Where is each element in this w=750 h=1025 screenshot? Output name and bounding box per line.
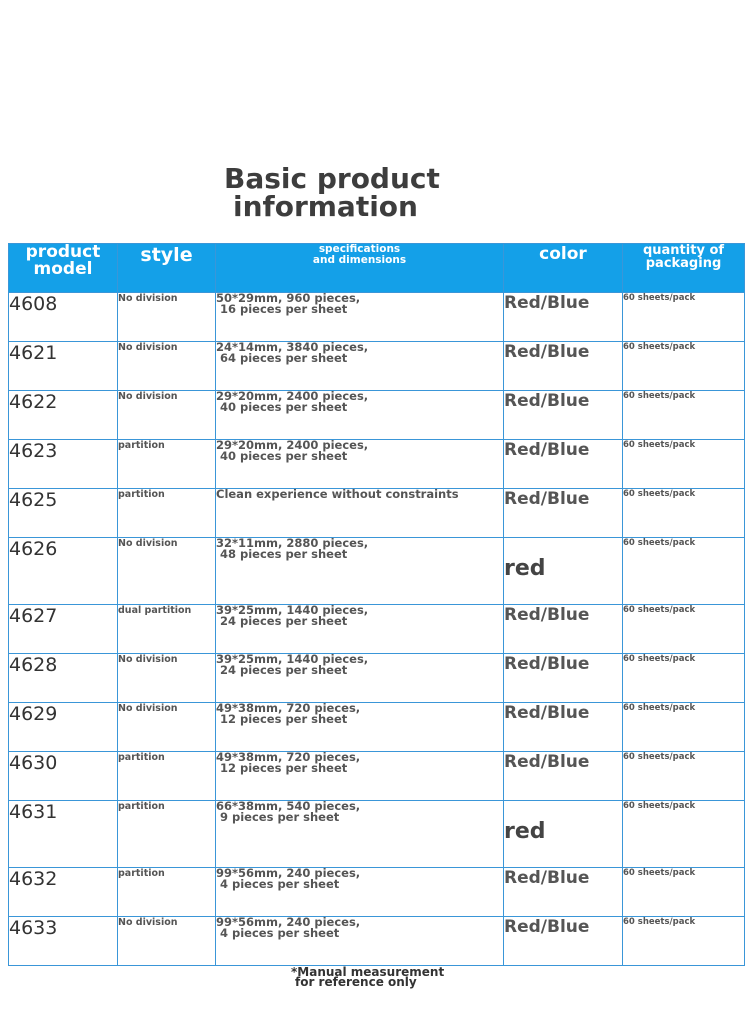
cell-product-model: 4621	[9, 342, 118, 391]
header-product-model: product model	[9, 244, 118, 293]
cell-style: No division	[118, 391, 216, 440]
table-header-row	[9, 244, 745, 293]
cell-quantity: 60 sheets/pack	[623, 538, 745, 605]
spec-line-1: 39*25mm, 1440 pieces,	[216, 652, 369, 666]
cell-specification	[216, 538, 504, 605]
spec-line-1: 99*56mm, 240 pieces,	[216, 866, 361, 880]
cell-quantity: 60 sheets/pack	[623, 917, 745, 966]
table-row	[9, 801, 745, 868]
cell-specification	[216, 752, 504, 801]
title-line-2: information	[233, 190, 418, 223]
cell-specification	[216, 293, 504, 342]
cell-color: Red/Blue	[504, 293, 623, 342]
spec-line-1: 24*14mm, 3840 pieces,	[216, 340, 369, 354]
cell-product-model: 4627	[9, 605, 118, 654]
product-spec-table	[8, 243, 745, 966]
cell-style: No division	[118, 342, 216, 391]
cell-color: Red/Blue	[504, 342, 623, 391]
cell-style: partition	[118, 489, 216, 538]
cell-specification	[216, 868, 504, 917]
cell-quantity: 60 sheets/pack	[623, 293, 745, 342]
cell-style: partition	[118, 440, 216, 489]
cell-quantity: 60 sheets/pack	[623, 342, 745, 391]
header-color: color	[504, 244, 623, 293]
spec-line-1: 29*20mm, 2400 pieces,	[216, 438, 369, 452]
spec-line-2: 12 pieces per sheet	[220, 761, 348, 775]
title-line-1: Basic product	[224, 162, 440, 195]
table-body	[9, 293, 745, 966]
spec-line-1: 50*29mm, 960 pieces,	[216, 291, 361, 305]
cell-quantity: 60 sheets/pack	[623, 801, 745, 868]
cell-style: partition	[118, 868, 216, 917]
spec-line-2: 48 pieces per sheet	[220, 547, 348, 561]
spec-line-2: 4 pieces per sheet	[220, 926, 340, 940]
cell-quantity: 60 sheets/pack	[623, 440, 745, 489]
cell-style: No division	[118, 917, 216, 966]
spec-line-1: 32*11mm, 2880 pieces,	[216, 536, 369, 550]
table-row	[9, 605, 745, 654]
cell-color: red	[504, 801, 623, 868]
cell-color: red	[504, 538, 623, 605]
table-row	[9, 440, 745, 489]
table-row	[9, 342, 745, 391]
measurement-note	[291, 967, 444, 987]
cell-color: Red/Blue	[504, 752, 623, 801]
table-row	[9, 391, 745, 440]
cell-color: Red/Blue	[504, 489, 623, 538]
cell-product-model: 4625	[9, 489, 118, 538]
cell-specification	[216, 605, 504, 654]
cell-quantity: 60 sheets/pack	[623, 868, 745, 917]
cell-color: Red/Blue	[504, 868, 623, 917]
cell-color: Red/Blue	[504, 917, 623, 966]
cell-quantity: 60 sheets/pack	[623, 703, 745, 752]
table-row	[9, 293, 745, 342]
cell-style: partition	[118, 752, 216, 801]
header-quantity-packaging: quantity of packaging	[623, 244, 745, 293]
cell-quantity: 60 sheets/pack	[623, 489, 745, 538]
spec-line-1: 99*56mm, 240 pieces,	[216, 915, 361, 929]
table-row	[9, 868, 745, 917]
spec-line-2: 16 pieces per sheet	[220, 302, 348, 316]
spec-line-1: 49*38mm, 720 pieces,	[216, 701, 361, 715]
spec-line-1: 66*38mm, 540 pieces,	[216, 799, 361, 813]
cell-style: dual partition	[118, 605, 216, 654]
spec-line-2: 12 pieces per sheet	[220, 712, 348, 726]
spec-line-2: 4 pieces per sheet	[220, 877, 340, 891]
cell-color: Red/Blue	[504, 605, 623, 654]
spec-line-2: 9 pieces per sheet	[220, 810, 340, 824]
cell-product-model: 4630	[9, 752, 118, 801]
cell-product-model: 4629	[9, 703, 118, 752]
cell-color: Red/Blue	[504, 654, 623, 703]
note-line-1: *Manual measurement	[291, 965, 445, 979]
cell-specification	[216, 703, 504, 752]
cell-product-model: 4631	[9, 801, 118, 868]
spec-line-2: 24 pieces per sheet	[220, 614, 348, 628]
cell-specification	[216, 391, 504, 440]
cell-product-model: 4608	[9, 293, 118, 342]
spec-line-2: 24 pieces per sheet	[220, 663, 348, 677]
spec-line-1: 29*20mm, 2400 pieces,	[216, 389, 369, 403]
cell-product-model: 4633	[9, 917, 118, 966]
table-row	[9, 538, 745, 605]
cell-style: No division	[118, 654, 216, 703]
cell-specification	[216, 440, 504, 489]
cell-style: No division	[118, 703, 216, 752]
cell-quantity: 60 sheets/pack	[623, 605, 745, 654]
table-row	[9, 752, 745, 801]
table-row	[9, 917, 745, 966]
cell-color: Red/Blue	[504, 440, 623, 489]
cell-specification	[216, 654, 504, 703]
cell-style: No division	[118, 538, 216, 605]
cell-product-model: 4632	[9, 868, 118, 917]
cell-product-model: 4622	[9, 391, 118, 440]
cell-product-model: 4626	[9, 538, 118, 605]
cell-style: No division	[118, 293, 216, 342]
spec-line-2: 64 pieces per sheet	[220, 351, 348, 365]
spec-line-2: 40 pieces per sheet	[220, 400, 348, 414]
spec-line-1: 49*38mm, 720 pieces,	[216, 750, 361, 764]
page-title	[224, 162, 440, 223]
note-line-2: for reference only	[295, 975, 417, 989]
cell-color: Red/Blue	[504, 703, 623, 752]
cell-quantity: 60 sheets/pack	[623, 391, 745, 440]
table-row	[9, 489, 745, 538]
spec-line-1: 39*25mm, 1440 pieces,	[216, 603, 369, 617]
cell-specification	[216, 801, 504, 868]
cell-quantity: 60 sheets/pack	[623, 752, 745, 801]
header-specifications: specifications and dimensions	[216, 244, 504, 293]
header-style: style	[118, 244, 216, 293]
cell-product-model: 4628	[9, 654, 118, 703]
cell-color: Red/Blue	[504, 391, 623, 440]
table-row	[9, 703, 745, 752]
cell-specification	[216, 342, 504, 391]
cell-specification	[216, 917, 504, 966]
table-row	[9, 654, 745, 703]
cell-specification	[216, 489, 504, 538]
spec-line-1: Clean experience without constraints	[216, 487, 459, 501]
cell-style: partition	[118, 801, 216, 868]
cell-quantity: 60 sheets/pack	[623, 654, 745, 703]
cell-product-model: 4623	[9, 440, 118, 489]
spec-line-2: 40 pieces per sheet	[220, 449, 348, 463]
